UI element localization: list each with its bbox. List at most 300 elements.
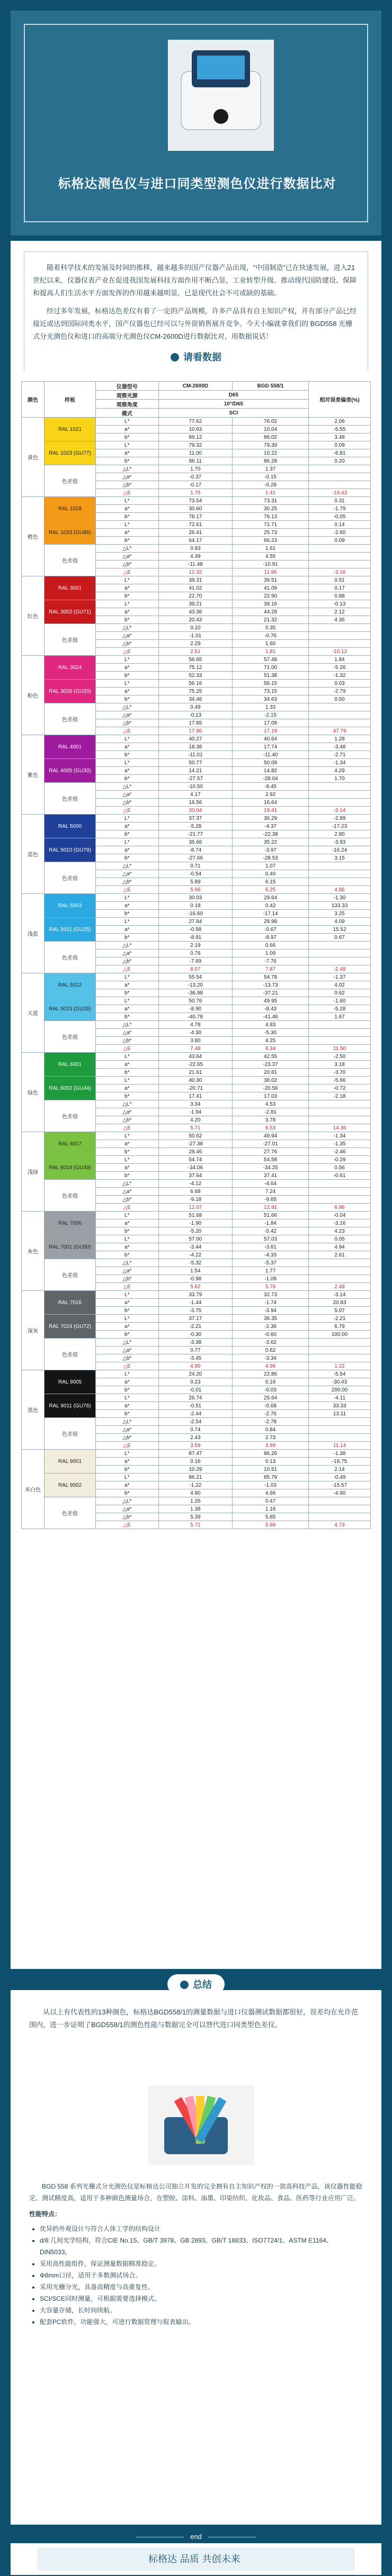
value-cell: 0.71	[158, 862, 233, 870]
color-fan-deck-photo	[148, 2085, 254, 2165]
table-row	[22, 1339, 371, 1346]
value-cell: 89.12	[158, 433, 233, 441]
value-cell: 2.92	[233, 791, 309, 799]
value-cell: 32.73	[233, 1291, 309, 1299]
value-cell: -1.30	[309, 894, 371, 902]
value-cell: -0.13	[158, 711, 233, 719]
color-cell: 天蓝	[22, 973, 44, 1053]
sample-cell: RAL 3024	[44, 656, 96, 680]
value-cell: -4.90	[309, 1489, 371, 1497]
table-row	[22, 759, 371, 767]
value-cell: a*	[96, 1005, 159, 1013]
value-cell: a*	[96, 1243, 159, 1251]
value-cell: -5.32	[158, 1259, 233, 1267]
value-cell: 22.70	[158, 592, 233, 600]
feature-item: • 采用高性能组件，保证测量数据精准稳定。	[40, 2258, 363, 2270]
value-cell: △L*	[96, 624, 159, 632]
sample-cell: 色差值	[44, 942, 96, 973]
value-cell: 6.25	[233, 886, 309, 894]
table-row	[22, 1053, 371, 1061]
value-cell: -41.46	[233, 1013, 309, 1021]
value-cell: -3.75	[158, 1307, 233, 1315]
sample-cell: RAL 6002 (GU44)	[44, 1077, 96, 1100]
value-cell: 0.47	[233, 1497, 309, 1505]
value-cell: -27.01	[233, 1140, 309, 1148]
value-cell: 54.78	[233, 973, 309, 981]
table-row	[22, 1370, 371, 1378]
value-cell: △b*	[96, 1196, 159, 1204]
value-cell: △E	[96, 1521, 159, 1529]
value-cell: 27.76	[233, 1148, 309, 1156]
th-angle: 观察角度	[96, 400, 159, 409]
value-cell: a*	[96, 822, 159, 830]
value-cell: △E	[96, 1442, 159, 1450]
value-cell	[309, 1418, 371, 1426]
value-cell: -3.45	[158, 1354, 233, 1362]
value-cell: 1.16	[233, 1505, 309, 1513]
table-row	[22, 624, 371, 632]
table-row	[22, 656, 371, 664]
value-cell: 37.41	[233, 1172, 309, 1180]
value-cell: -2.44	[158, 1410, 233, 1418]
value-cell: 0.09	[309, 441, 371, 449]
sample-cell: 色差值	[44, 862, 96, 894]
value-cell: -0.76	[233, 632, 309, 640]
value-cell: 54.58	[233, 1156, 309, 1164]
value-cell: 56.15	[233, 680, 309, 688]
value-cell	[309, 799, 371, 807]
value-cell: 15.52	[309, 926, 371, 934]
value-cell: 86.26	[233, 1450, 309, 1458]
value-cell: △b*	[96, 1275, 159, 1283]
value-cell: 11.00	[158, 449, 233, 457]
value-cell: -3.70	[309, 1069, 371, 1077]
value-cell: -18.75	[309, 1458, 371, 1466]
sample-cell: RAL 5003	[44, 894, 96, 918]
th-color: 颜色	[22, 382, 44, 418]
value-cell: 0.31	[309, 497, 371, 505]
value-cell: 50.76	[158, 997, 233, 1005]
value-cell: -3.93	[309, 838, 371, 846]
value-cell: △E	[96, 1362, 159, 1370]
value-cell: -27.38	[158, 1140, 233, 1148]
feature-item: • 大容量存储，长时间续航。	[40, 2304, 363, 2316]
value-cell: b*	[96, 616, 159, 624]
value-cell: 2.19	[158, 942, 233, 950]
value-cell: 40.27	[158, 735, 233, 743]
value-cell: 4.78	[158, 1021, 233, 1029]
th-cm: CM-2600D	[158, 382, 233, 391]
value-cell	[309, 1188, 371, 1196]
value-cell: 4.23	[309, 1227, 371, 1235]
th-mode: 模式	[96, 409, 159, 418]
value-cell: -17.14	[233, 910, 309, 918]
value-cell: 4.36	[309, 616, 371, 624]
value-cell: -30.43	[309, 1378, 371, 1386]
value-cell: 10.22	[233, 449, 309, 457]
table-row	[22, 862, 371, 870]
value-cell: -8.43	[233, 1005, 309, 1013]
table-row	[22, 600, 371, 608]
value-cell: 37.37	[158, 815, 233, 822]
value-cell: -27.57	[158, 775, 233, 783]
value-cell: 2.73	[233, 1434, 309, 1442]
value-cell: 76.13	[233, 513, 309, 521]
value-cell: -9.45	[233, 783, 309, 791]
value-cell: -5.55	[309, 426, 371, 433]
value-cell: 0.49	[158, 703, 233, 711]
value-cell: 21.32	[233, 616, 309, 624]
sample-cell: RAL 7016	[44, 1291, 96, 1315]
value-cell: -5.26	[309, 664, 371, 672]
value-cell: 4.96	[233, 1362, 309, 1370]
value-cell: 76.02	[233, 418, 309, 426]
value-cell: 39.16	[233, 600, 309, 608]
value-cell: 40.64	[233, 735, 309, 743]
value-cell: 7.48	[158, 1045, 233, 1053]
value-cell: 1.41	[233, 489, 309, 497]
value-cell: △L*	[96, 1021, 159, 1029]
value-cell: 0.05	[309, 1235, 371, 1243]
value-cell: 30.60	[158, 505, 233, 513]
value-cell: -1.90	[158, 1219, 233, 1227]
value-cell: -0.28	[233, 481, 309, 489]
value-cell	[309, 1346, 371, 1354]
value-cell: -1.37	[309, 973, 371, 981]
value-cell: -17.23	[309, 822, 371, 830]
sample-cell: RAL 1028	[44, 497, 96, 521]
value-cell: -1.34	[309, 759, 371, 767]
value-cell: 3.48	[309, 433, 371, 441]
value-cell: 6.15	[233, 878, 309, 886]
value-cell: 75.12	[158, 664, 233, 672]
value-cell: 0.62	[309, 989, 371, 997]
value-cell: 40.30	[158, 1077, 233, 1084]
value-cell: -1.22	[158, 1481, 233, 1489]
value-cell: △a*	[96, 1029, 159, 1037]
value-cell: -11.01	[158, 751, 233, 759]
value-cell: 10.29	[158, 1466, 233, 1474]
value-cell: b*	[96, 1307, 159, 1315]
table-row	[22, 1450, 371, 1458]
color-cell: 浅蓝	[22, 894, 44, 973]
value-cell: 4.66	[233, 1489, 309, 1497]
value-cell: -0.61	[309, 1172, 371, 1180]
value-cell: △E	[96, 648, 159, 656]
banner-frame	[24, 24, 368, 222]
value-cell: 26.74	[158, 1394, 233, 1402]
value-cell: 4.53	[233, 1100, 309, 1108]
value-cell: 5.39	[158, 1513, 233, 1521]
value-cell: △L*	[96, 1259, 159, 1267]
value-cell: 1.38	[158, 1505, 233, 1513]
th-rel: 相对误差偏差(%)	[309, 382, 371, 418]
value-cell: 1.84	[309, 656, 371, 664]
value-cell: 39.51	[233, 576, 309, 584]
value-cell: 34.63	[233, 695, 309, 703]
value-cell	[309, 862, 371, 870]
value-cell: b*	[96, 751, 159, 759]
sample-cell: 色差值	[44, 1497, 96, 1529]
value-cell: -2.81	[233, 1108, 309, 1116]
value-cell: -36.98	[158, 989, 233, 997]
value-cell: -8.74	[158, 846, 233, 854]
color-cell: 灰色	[22, 1212, 44, 1291]
sample-cell: RAL 9002	[44, 1474, 96, 1497]
value-cell: -0.01	[158, 1386, 233, 1394]
value-cell: -16.24	[309, 846, 371, 854]
value-cell: L*	[96, 1132, 159, 1140]
value-cell: 5.62	[158, 1283, 233, 1291]
value-cell: 3.59	[158, 1442, 233, 1450]
sample-cell: RAL 9005	[44, 1370, 96, 1394]
value-cell: 0.35	[233, 624, 309, 632]
value-cell: -5.28	[309, 1005, 371, 1013]
value-cell: -40.78	[158, 1013, 233, 1021]
value-cell: L*	[96, 1474, 159, 1481]
sample-cell: RAL 5010 (GU79)	[44, 838, 96, 862]
value-cell: 4.90	[158, 1489, 233, 1497]
value-cell: -19.43	[309, 489, 371, 497]
value-cell: 21.61	[158, 1069, 233, 1077]
sample-cell: RAL 3001	[44, 576, 96, 600]
value-cell: 1.67	[309, 1013, 371, 1021]
value-cell: 34.46	[158, 695, 233, 703]
value-cell: -5.66	[309, 1077, 371, 1084]
value-cell: 0.16	[158, 1458, 233, 1466]
value-cell: 14.21	[158, 767, 233, 775]
value-cell: b*	[96, 592, 159, 600]
value-cell: a*	[96, 449, 159, 457]
value-cell: L*	[96, 838, 159, 846]
value-cell: L*	[96, 1077, 159, 1084]
value-cell: 86.11	[158, 457, 233, 465]
value-cell: 4.39	[158, 553, 233, 561]
table-row	[22, 1156, 371, 1164]
value-cell: 71.00	[233, 664, 309, 672]
value-cell: 4.29	[309, 767, 371, 775]
value-cell	[309, 640, 371, 648]
value-cell: 57.03	[233, 1235, 309, 1243]
value-cell: 25.64	[233, 1394, 309, 1402]
value-cell: 3.18	[309, 1061, 371, 1069]
value-cell: △L*	[96, 783, 159, 791]
value-cell: 33.33	[309, 1402, 371, 1410]
table-row	[22, 918, 371, 926]
value-cell: 22.90	[233, 592, 309, 600]
value-cell	[309, 878, 371, 886]
value-cell: -8.91	[158, 934, 233, 942]
comparison-table-card	[11, 370, 381, 1969]
value-cell: -4.30	[158, 1029, 233, 1037]
value-cell: -7.76	[233, 957, 309, 965]
value-cell: 86.02	[233, 433, 309, 441]
table-row	[22, 1291, 371, 1299]
value-cell: b*	[96, 854, 159, 862]
value-cell: -2.78	[233, 1418, 309, 1426]
sample-cell: RAL 3002 (GU71)	[44, 600, 96, 624]
value-cell: -0.49	[309, 1474, 371, 1481]
value-cell: 1.61	[233, 545, 309, 553]
value-cell: 50.77	[158, 759, 233, 767]
table-row	[22, 942, 371, 950]
value-cell: 51.68	[158, 1212, 233, 1219]
value-cell: 17.19	[233, 727, 309, 735]
value-cell: 2.51	[158, 648, 233, 656]
value-cell: 4.73	[309, 1521, 371, 1529]
th-light: 观察光源	[96, 391, 159, 400]
th-mode-val: SCI	[158, 409, 308, 418]
value-cell: △b*	[96, 799, 159, 807]
value-cell: -3.94	[233, 1307, 309, 1315]
table-row	[22, 894, 371, 902]
value-cell	[309, 942, 371, 950]
value-cell: 0.13	[233, 1458, 309, 1466]
value-cell	[309, 1339, 371, 1346]
value-cell: 5.71	[158, 1124, 233, 1132]
value-cell: -3.44	[158, 1243, 233, 1251]
th-sample: 样板	[44, 382, 96, 418]
sample-cell: RAL 9001	[44, 1450, 96, 1474]
value-cell: -2.15	[233, 711, 309, 719]
value-cell: -4.11	[309, 1394, 371, 1402]
sample-cell: RAL 5011 (GU25)	[44, 918, 96, 942]
value-cell: 14.82	[233, 767, 309, 775]
value-cell: -0.05	[309, 513, 371, 521]
value-cell: 37.17	[158, 1315, 233, 1323]
value-cell: 35.22	[233, 838, 309, 846]
sample-cell: 色差值	[44, 703, 96, 735]
value-cell: 4.25	[233, 1037, 309, 1045]
value-cell: 20.81	[233, 1069, 309, 1077]
value-cell: -5.30	[233, 1029, 309, 1037]
value-cell: 13.11	[309, 1410, 371, 1418]
value-cell: 0.62	[233, 1346, 309, 1354]
value-cell: -3.61	[233, 1243, 309, 1251]
value-cell: △L*	[96, 1100, 159, 1108]
value-cell: -22.65	[158, 1061, 233, 1069]
th-angle-val: 10°/D65	[158, 400, 308, 409]
sample-cell: 色差值	[44, 1259, 96, 1291]
table-row	[22, 973, 371, 981]
end-label: end	[190, 2533, 202, 2541]
value-cell: L*	[96, 1053, 159, 1061]
value-cell: 30.25	[233, 505, 309, 513]
value-cell: 20.83	[309, 1299, 371, 1307]
value-cell: -3.14	[309, 807, 371, 815]
value-cell: 12.07	[158, 1204, 233, 1212]
value-cell: 3.80	[158, 1037, 233, 1045]
sample-cell: 色差值	[44, 1418, 96, 1450]
value-cell: -1.38	[309, 1450, 371, 1458]
value-cell: △b*	[96, 1434, 159, 1442]
value-cell: L*	[96, 656, 159, 664]
value-cell: 0.42	[233, 902, 309, 910]
value-cell: 12.32	[158, 568, 233, 576]
value-cell	[309, 624, 371, 632]
table-row	[22, 1212, 371, 1219]
comparison-table	[21, 381, 371, 1529]
table-row	[22, 1180, 371, 1188]
value-cell: -27.66	[158, 854, 233, 862]
sample-cell: 色差值	[44, 465, 96, 497]
value-cell: △E	[96, 807, 159, 815]
value-cell: 54.74	[158, 1156, 233, 1164]
value-cell: -3.48	[309, 743, 371, 751]
value-cell	[309, 957, 371, 965]
value-cell: a*	[96, 846, 159, 854]
value-cell: a*	[96, 1061, 159, 1069]
value-cell: 33.79	[158, 1291, 233, 1299]
value-cell	[309, 1116, 371, 1124]
value-cell: 10.51	[233, 1466, 309, 1474]
value-cell: -3.14	[309, 1291, 371, 1299]
value-cell: -1.32	[309, 672, 371, 680]
value-cell: 26.41	[158, 529, 233, 537]
feature-item: • Φ8mm口径，适用于多数测试场合。	[40, 2270, 363, 2281]
value-cell: -2.21	[158, 1323, 233, 1331]
table-row	[22, 783, 371, 791]
section-header-data	[0, 347, 392, 367]
value-cell: 79.32	[158, 441, 233, 449]
color-cell: 红色	[22, 576, 44, 656]
value-cell: 4.94	[309, 1243, 371, 1251]
value-cell: 73.15	[233, 688, 309, 695]
value-cell: -34.06	[158, 1164, 233, 1172]
value-cell: △L*	[96, 703, 159, 711]
value-cell: -2.71	[309, 751, 371, 759]
value-cell: a*	[96, 1299, 159, 1307]
value-cell	[309, 1426, 371, 1434]
sample-cell: RAL 6001	[44, 1053, 96, 1077]
value-cell: -0.29	[309, 1156, 371, 1164]
sample-cell: RAL 3026 (GU20)	[44, 680, 96, 703]
value-cell: 1.54	[158, 1267, 233, 1275]
sample-cell: RAL 5012	[44, 973, 96, 997]
value-cell: 56.65	[158, 656, 233, 664]
value-cell: 0.03	[309, 680, 371, 688]
value-cell: △a*	[96, 1346, 159, 1354]
value-cell: -9.18	[158, 1196, 233, 1204]
value-cell: L*	[96, 1291, 159, 1299]
sample-cell: RAL 1033 (GU86)	[44, 521, 96, 545]
value-cell: -3.16	[309, 1219, 371, 1227]
th-instrument: 仪器型号	[96, 382, 159, 391]
value-cell: 36.66	[158, 838, 233, 846]
value-cell	[309, 1196, 371, 1204]
value-cell: △L*	[96, 862, 159, 870]
value-cell: L*	[96, 1235, 159, 1243]
value-cell: -0.58	[158, 926, 233, 934]
value-cell: L*	[96, 1370, 159, 1378]
value-cell: 86.21	[158, 1474, 233, 1481]
value-cell: L*	[96, 1315, 159, 1323]
top-banner	[11, 11, 381, 236]
value-cell: △E	[96, 568, 159, 576]
value-cell: L*	[96, 521, 159, 529]
footer-image	[37, 2547, 355, 2571]
value-cell: 0.77	[158, 1346, 233, 1354]
value-cell: △b*	[96, 719, 159, 727]
sample-cell: RAL 6017	[44, 1132, 96, 1156]
table-row	[22, 521, 371, 529]
value-cell: a*	[96, 664, 159, 672]
value-cell: △L*	[96, 1497, 159, 1505]
value-cell: -11.40	[233, 751, 309, 759]
value-cell: 38.02	[233, 1077, 309, 1084]
value-cell: 5.71	[158, 1521, 233, 1529]
sample-cell: 色差值	[44, 545, 96, 576]
